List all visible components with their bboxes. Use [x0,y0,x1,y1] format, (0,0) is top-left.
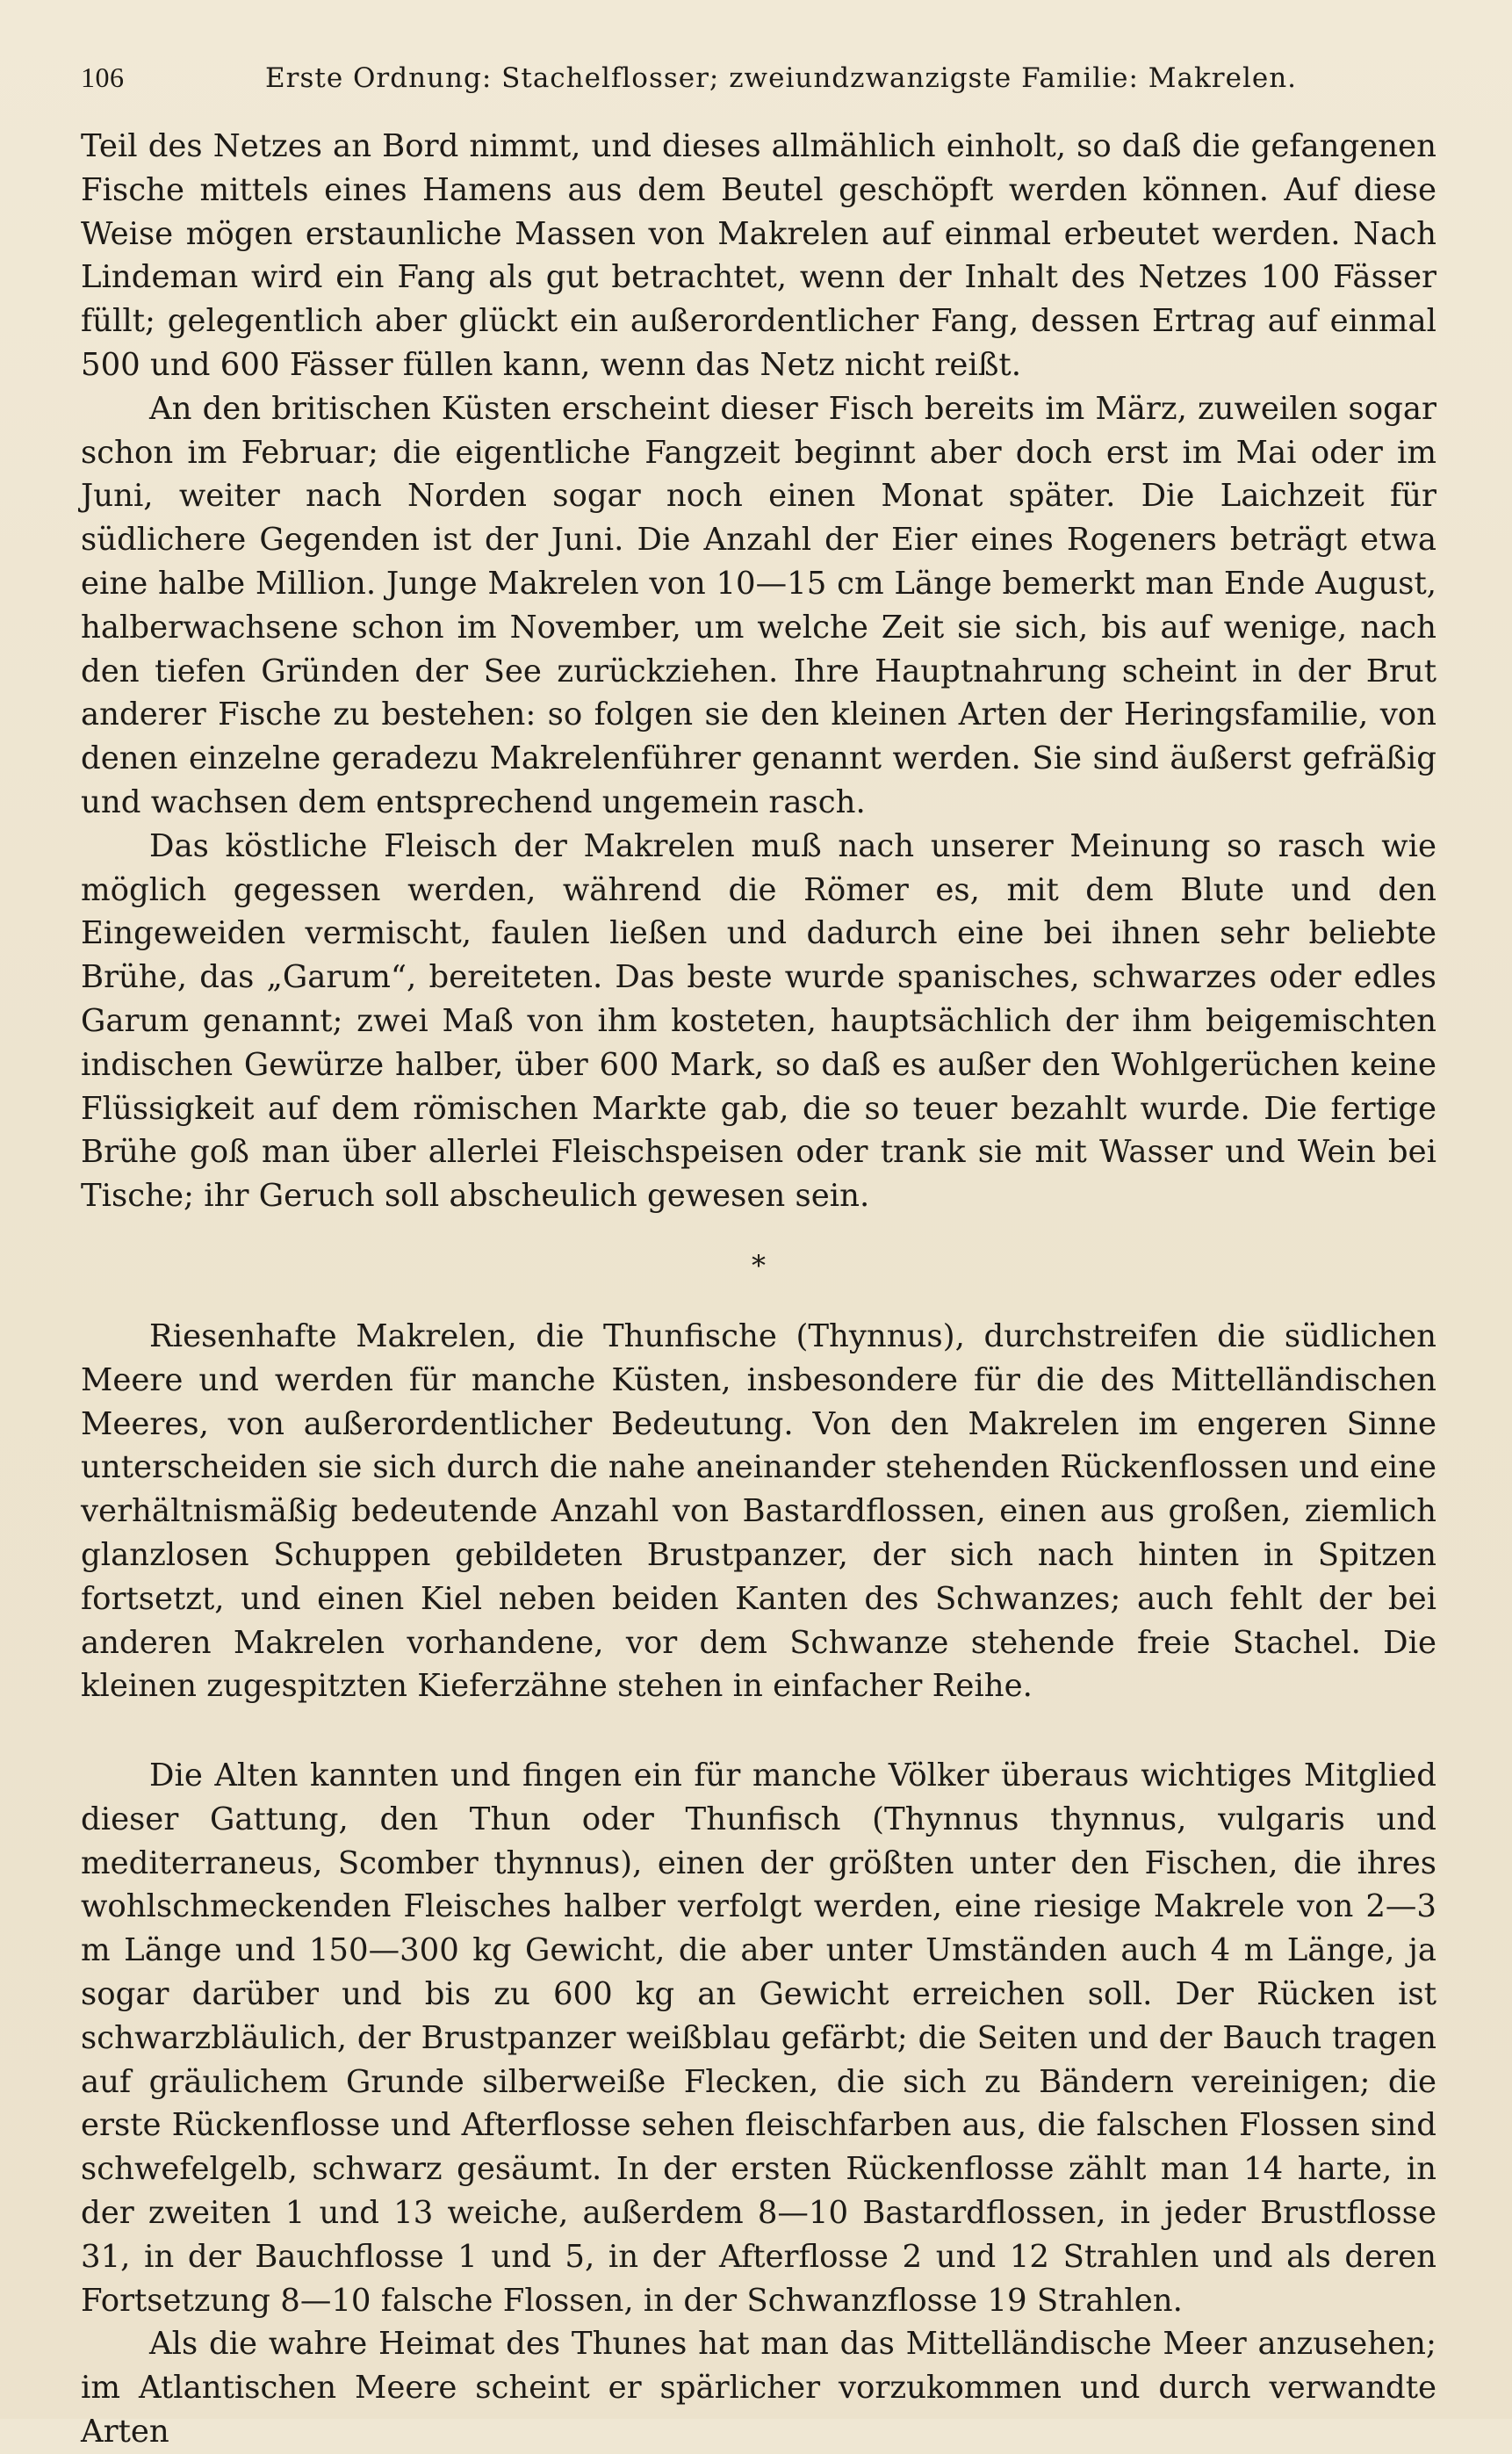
running-head-title: Erste Ordnung: Stachelflosser; zweiundzwanzigste Familie: Makrelen. [265,62,1298,94]
page-number: 106 [81,61,125,93]
paragraph: Als die wahre Heimat des Thunes hat man das Mittelländische Meer anzusehen; im Atlantischen Meere scheint er spärlicher vorzukommen und durch verwandte Arten [81,2326,1436,2450]
running-head [81,61,1436,123]
section-divider: * [752,1249,766,1283]
paragraph: Die Alten kannten und fingen ein für manche Völker überaus wichtiges Mitglied dieser Gattung, den Thun oder Thunfisch (Thynnus thynnus, vulgaris und mediterraneus, Scomber thynnus), einen der größten unter den Fischen, die ihres wohlschmeckenden Fleisches halber verfolgt werden, eine riesige Makrele von 2—3 m Länge und 150—300 kg Gewicht, die aber unter Umständen auch 4 m Länge, ja sogar darüber und bis zu 600 kg an Gewicht erreichen soll. Der Rücken ist schwarzbläulich, der Brustpanzer weißblau gefärbt; die Seiten und der Bauch tragen auf gräulichem Grunde silberweiße Flecken, die sich zu Bändern vereinigen; die erste Rückenflosse und Afterflosse sehen fleischfarben aus, die falschen Flossen sind schwefelgelb, schwarz gesäumt. In der ersten Rückenflosse zählt man 14 harte, in der zweiten 1 und 13 weiche, außerdem 8—10 Bastardflossen, in jeder Brustflosse 31, in der Bauchflosse 1 und 5, in der Afterflosse 2 und 12 Strahlen und als deren Fortsetzung 8—10 falsche Flossen, in der Schwanzflosse 19 Strahlen. [81,1757,1436,2319]
paragraph-gap [81,1708,1436,1754]
paragraph: Riesenhafte Makrelen, die Thunfische (Thynnus), durchstreifen die südlichen Meere und werden für manche Küsten, insbesondere für die des Mittelländischen Meeres, von außerordentlicher Bedeutung. Von den Makrelen im engeren Sinne unterscheiden sie sich durch die nahe aneinander stehenden Rückenflossen und eine verhältnismäßig bedeutende Anzahl von Bastardflossen, einen aus großen, ziemlich glanzlosen Schuppen gebildeten Brustpanzer, der sich nach hinten in Spitzen fortsetzt, und einen Kiel neben beiden Kanten des Schwanzes; auch fehlt der bei anderen Makrelen vorhandene, vor dem Schwanze stehende freie Stachel. Die kleinen zugespitzten Kieferzähne stehen in einfacher Reihe. [81,1317,1436,1705]
body-text [81,125,1436,2454]
paragraph: Das köstliche Fleisch der Makrelen muß nach unserer Meinung so rasch wie möglich gegessen werden, während die Römer es, mit dem Blute und den Eingeweiden vermischt, faulen ließen und dadurch eine bei ihnen sehr beliebte Brühe, das „Garum“, bereiteten. Das beste wurde spanisches, schwarzes oder edles Garum genannt; zwei Maß von ihm kosteten, hauptsächlich der ihm beigemischten indischen Gewürze halber, über 600 Mark, so daß es außer den Wohlgerüchen keine Flüssigkeit auf dem römischen Markte gab, die so teuer bezahlt wurde. Die fertige Brühe goß man über allerlei Fleischspeisen oder trank sie mit Wasser und Wein bei Tische; ihr Geruch soll abscheulich gewesen sein. [81,827,1436,1215]
paragraph: An den britischen Küsten erscheint dieser Fisch bereits im März, zuweilen sogar schon im Februar; die eigentliche Fangzeit beginnt aber doch erst im Mai oder im Juni, weiter nach Norden sogar noch einen Monat später. Die Laichzeit für südlichere Gegenden ist der Juni. Die Anzahl der Eier eines Rogeners beträgt etwa eine halbe Million. Junge Makrelen von 10—15 cm Länge bemerkt man Ende August, halberwachsene schon im November, um welche Zeit sie sich, bis auf wenige, nach den tiefen Gründen der See zurückziehen. Ihre Hauptnahrung scheint in der Brut anderer Fische zu bestehen: so folgen sie den kleinen Arten der Heringsfamilie, von denen einzelne geradezu Makrelenführer genannt werden. Sie sind äußerst gefräßig und wachsen dem entsprechend ungemein rasch. [81,390,1436,820]
paragraph: Teil des Netzes an Bord nimmt, und dieses allmählich einholt, so daß die gefangenen Fische mittels eines Hamens aus dem Beutel geschöpft werden können. Auf diese Weise mögen erstaunliche Massen von Makrelen auf einmal erbeutet werden. Nach Lindeman wird ein Fang als gut betrachtet, wenn der Inhalt des Netzes 100 Fässer füllt; gelegentlich aber glückt ein außerordentlicher Fang, dessen Ertrag auf einmal 500 und 600 Fässer füllen kann, wenn das Netz nicht reißt. [81,128,1436,383]
